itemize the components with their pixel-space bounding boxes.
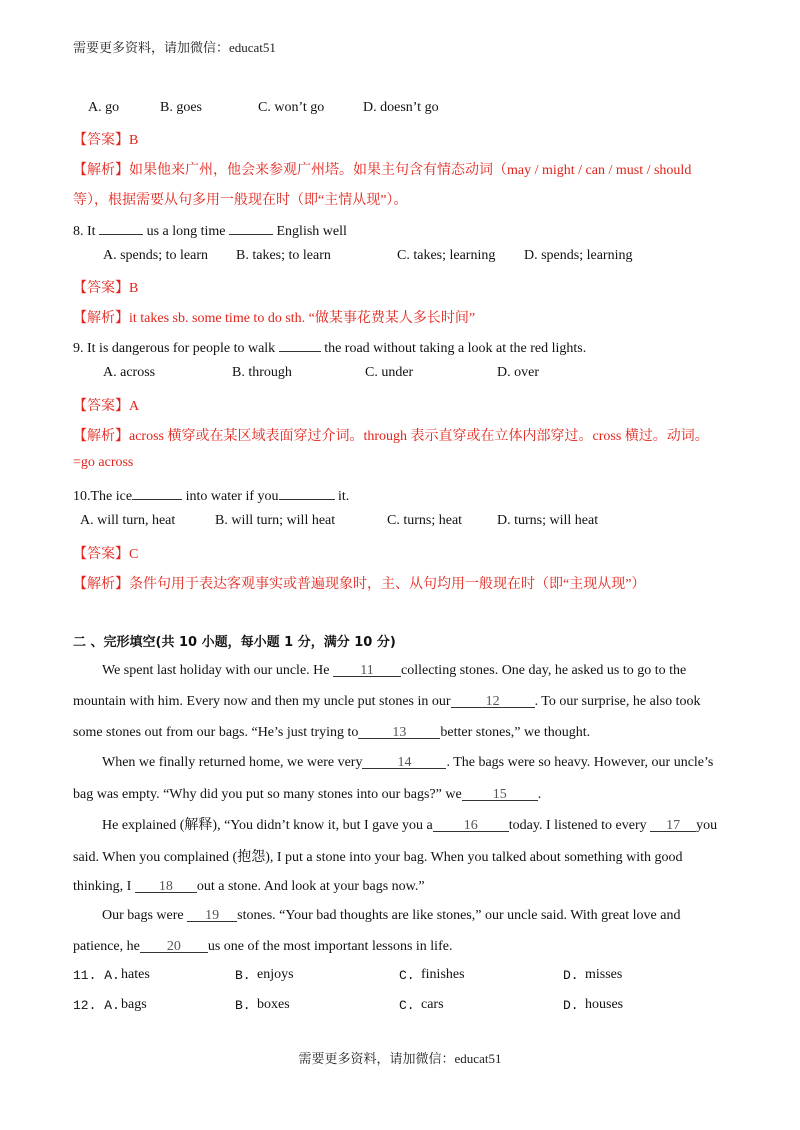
blank-13[interactable]: 13 [358, 723, 440, 739]
q9-analysis-line2: =go across [73, 455, 134, 470]
q9-answer: 【答案】A [73, 399, 140, 414]
blank-19[interactable]: 19 [187, 906, 237, 922]
q8-option-a: A. spends; to learn [103, 248, 208, 263]
q7-analysis-line2: 等），根据需要从句多用一般现在时（即“主情从现”）。 [73, 193, 408, 208]
q7-option-c: C. won’t go [258, 100, 325, 115]
page-header: 需要更多资料，请加微信：educat51 [73, 40, 276, 55]
q7-option-a: A. go [88, 100, 120, 115]
passage-line-7: said. When you complained (抱怨), I put a stone into your bag. When you talked about something with good [73, 850, 683, 865]
blank-18[interactable]: 18 [135, 877, 197, 893]
passage-line-9: Our bags were 19 stones. “Your bad thoughts are like stones,” our uncle said. With great love and [102, 908, 681, 923]
q7-analysis-line1: 【解析】如果他来广州，他会来参观广州塔。如果主句含有情态动词（may / might / can / must / should [73, 163, 692, 178]
q8-analysis: 【解析】it takes sb. some time to do sth. “做某事花费某人多长时间” [73, 311, 476, 326]
q11-label-c: C. [399, 968, 415, 983]
q7-answer: 【答案】B [73, 133, 139, 148]
q9-option-a: A. across [103, 365, 156, 380]
q10-answer: 【答案】C [73, 547, 139, 562]
passage-line-8: thinking, I 18 out a stone. And look at your bags now.” [73, 879, 425, 894]
passage-line-6: He explained (解释), “You didn’t know it, but I gave you a 16 today. I listened to every 17 you [102, 818, 718, 833]
q9-option-c: C. under [365, 365, 414, 380]
q10-blank-2[interactable] [279, 484, 335, 500]
q8-answer: 【答案】B [73, 281, 139, 296]
q9-blank[interactable] [279, 336, 321, 352]
q11-option-b: enjoys [257, 967, 294, 982]
q12-label-d: D. [563, 998, 579, 1013]
q11-label-d: D. [563, 968, 579, 983]
q11-option-c: finishes [421, 967, 465, 982]
q8-option-b: B. takes; to learn [236, 248, 331, 263]
q10-stem: 10.The ice into water if you it. [73, 484, 349, 505]
q12-option-a: bags [121, 997, 147, 1012]
q12-option-c: cars [421, 997, 444, 1012]
q8-blank-2[interactable] [229, 219, 273, 235]
q8-option-c: C. takes; learning [397, 248, 496, 263]
page-footer: 需要更多资料，请加微信：educat51 [298, 1051, 502, 1066]
q10-blank-1[interactable] [132, 484, 182, 500]
q12-option-d: houses [585, 997, 624, 1012]
q10-analysis: 【解析】条件句用于表达客观事实或普遍现象时，主、从句均用一般现在时（即“主现从现”） [73, 577, 646, 592]
q9-option-d: D. over [497, 365, 539, 380]
q8-blank-1[interactable] [99, 219, 143, 235]
q12-option-b: boxes [257, 997, 290, 1012]
passage-line-2: mountain with him. Every now and then my uncle put stones in our 12 . To our surprise, he also took [73, 694, 701, 709]
q10-option-c: C. turns; heat [387, 513, 463, 528]
passage-line-5: bag was empty. “Why did you put so many stones into our bags?” we 15 . [73, 787, 542, 802]
q10-option-a: A. will turn, heat [80, 513, 176, 528]
passage-line-10: patience, he 20 us one of the most important lessons in life. [73, 939, 453, 954]
q11-label-b: B. [235, 968, 251, 983]
q11-option-a: hates [121, 967, 150, 982]
q7-option-b: B. goes [160, 100, 202, 115]
passage-line-3: some stones out from our bags. “He’s just trying to 13 better stones,” we thought. [73, 725, 591, 740]
section-2-title: 二 、完形填空(共 10 小题，每小题 1 分，满分 10 分) [73, 635, 396, 650]
q11-option-d: misses [585, 967, 623, 982]
q9-analysis-line1: 【解析】across 横穿或在某区域表面穿过介词。through 表示直穿或在立体内部穿过。cross 横过。动词。 [73, 429, 709, 444]
q10-option-d: D. turns; will heat [497, 513, 599, 528]
q10-option-b: B. will turn; will heat [215, 513, 336, 528]
blank-17[interactable]: 17 [650, 816, 696, 832]
q11-number: 11. A. [73, 968, 120, 983]
q12-label-c: C. [399, 998, 415, 1013]
passage-line-1: We spent last holiday with our uncle. He 11 collecting stones. One day, he asked us to go to the [102, 663, 687, 678]
blank-16[interactable]: 16 [433, 816, 509, 832]
q9-stem: 9. It is dangerous for people to walk the road without taking a look at the red lights. [73, 336, 586, 357]
q12-label-b: B. [235, 998, 251, 1013]
blank-15[interactable]: 15 [462, 785, 538, 801]
q12-number: 12. A. [73, 998, 120, 1013]
blank-12[interactable]: 12 [451, 692, 535, 708]
blank-11[interactable]: 11 [333, 661, 401, 677]
blank-14[interactable]: 14 [362, 753, 446, 769]
q7-option-d: D. doesn’t go [363, 100, 439, 115]
q9-option-b: B. through [232, 365, 292, 380]
q8-option-d: D. spends; learning [524, 248, 633, 263]
passage-line-4: When we finally returned home, we were very 14 . The bags were so heavy. However, our uncle’s [102, 755, 714, 770]
blank-20[interactable]: 20 [140, 937, 208, 953]
q8-stem: 8. It us a long time English well [73, 219, 347, 240]
